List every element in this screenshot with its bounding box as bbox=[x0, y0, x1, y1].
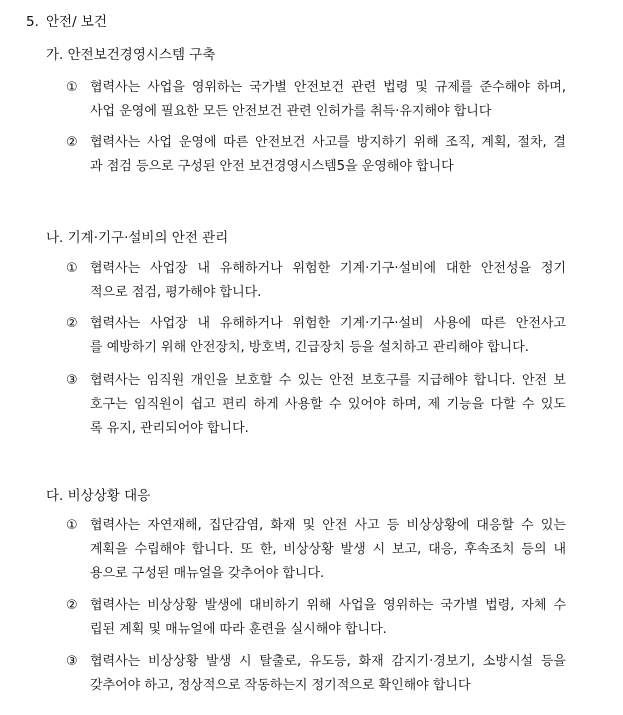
item-marker: ② bbox=[66, 316, 78, 331]
list-item bbox=[66, 312, 566, 360]
item-line: 협력사는 사업 운영에 따른 안전보건 사고를 방지하기 위해 조직, 계획, 절차, 결 bbox=[90, 135, 566, 150]
item-marker: ① bbox=[66, 80, 78, 95]
item-line: 사업 운영에 필요한 모든 안전보건 관련 인허가를 취득·유지해야 합니다 bbox=[90, 104, 492, 119]
item-marker: ① bbox=[66, 518, 78, 533]
list-item bbox=[66, 369, 566, 441]
item-line: 협력사는 사업장 내 유해하거나 위험한 기계·기구·설비에 대한 안전성을 정기 bbox=[90, 261, 566, 276]
item-line: 호구는 임직원이 쉽고 편리 하게 사용할 수 있어야 하며, 제 기능을 다할 수 있도 bbox=[90, 397, 566, 412]
item-line: 협력사는 비상상황 발생에 대비하기 위해 사업을 영위하는 국가별 법령, 자체 수 bbox=[90, 598, 566, 613]
item-line: 과 점검 등으로 구성된 안전 보건경영시스템5을 운영해야 합니다 bbox=[90, 159, 454, 174]
section-heading bbox=[26, 10, 107, 30]
section-title: 안전/ 보건 bbox=[46, 14, 108, 30]
item-marker: ① bbox=[66, 261, 78, 276]
item-line: 갖추어야 하고, 정상적으로 작동하는지 정기적으로 확인해야 합니다 bbox=[90, 678, 471, 693]
item-marker: ③ bbox=[66, 654, 78, 669]
subsection-title-da: 다. 비상상황 대응 bbox=[46, 488, 151, 504]
item-marker: ② bbox=[66, 135, 78, 150]
item-marker: ③ bbox=[66, 373, 78, 388]
item-line: 협력사는 비상상황 발생 시 탈출로, 유도등, 화재 감지기·경보기, 소방시설 등을 bbox=[90, 654, 566, 669]
list-item bbox=[66, 514, 566, 586]
item-line: 협력사는 임직원 개인을 보호할 수 있는 안전 보호구를 지급해야 합니다. 안전 보 bbox=[90, 373, 566, 388]
list-item bbox=[66, 650, 566, 698]
list-item bbox=[66, 257, 566, 305]
list-item bbox=[66, 76, 566, 124]
item-line: 를 예방하기 위해 안전장치, 방호벽, 긴급장치 등을 설치하고 관리해야 합니다. bbox=[90, 340, 529, 355]
subsection-title-na: 나. 기계·기구·설비의 안전 관리 bbox=[46, 230, 229, 246]
item-line: 립된 계획 및 매뉴얼에 따라 훈련을 실시해야 합니다. bbox=[90, 622, 387, 637]
list-item bbox=[66, 594, 566, 642]
section-number: 5. bbox=[26, 14, 39, 30]
item-line: 협력사는 사업을 영위하는 국가별 안전보건 관련 법령 및 규제를 준수해야 하며, bbox=[90, 80, 566, 95]
item-line: 협력사는 자연재해, 집단감염, 화재 및 안전 사고 등 비상상황에 대응할 수 있는 bbox=[90, 518, 566, 533]
subsection-title-ga: 가. 안전보건경영시스템 구축 bbox=[46, 47, 216, 63]
item-line: 록 유지, 관리되어야 합니다. bbox=[90, 421, 249, 436]
item-line: 용으로 구성된 매뉴얼을 갖추어야 합니다. bbox=[90, 566, 325, 581]
item-line: 계획을 수립해야 합니다. 또 한, 비상상황 발생 시 보고, 대응, 후속조치 등의 내 bbox=[90, 542, 566, 557]
item-line: 협력사는 사업장 내 유해하거나 위험한 기계·기구·설비 사용에 따른 안전사고 bbox=[90, 316, 566, 331]
item-marker: ② bbox=[66, 598, 78, 613]
item-line: 적으로 점검, 평가해야 합니다. bbox=[90, 285, 262, 300]
list-item bbox=[66, 131, 566, 179]
